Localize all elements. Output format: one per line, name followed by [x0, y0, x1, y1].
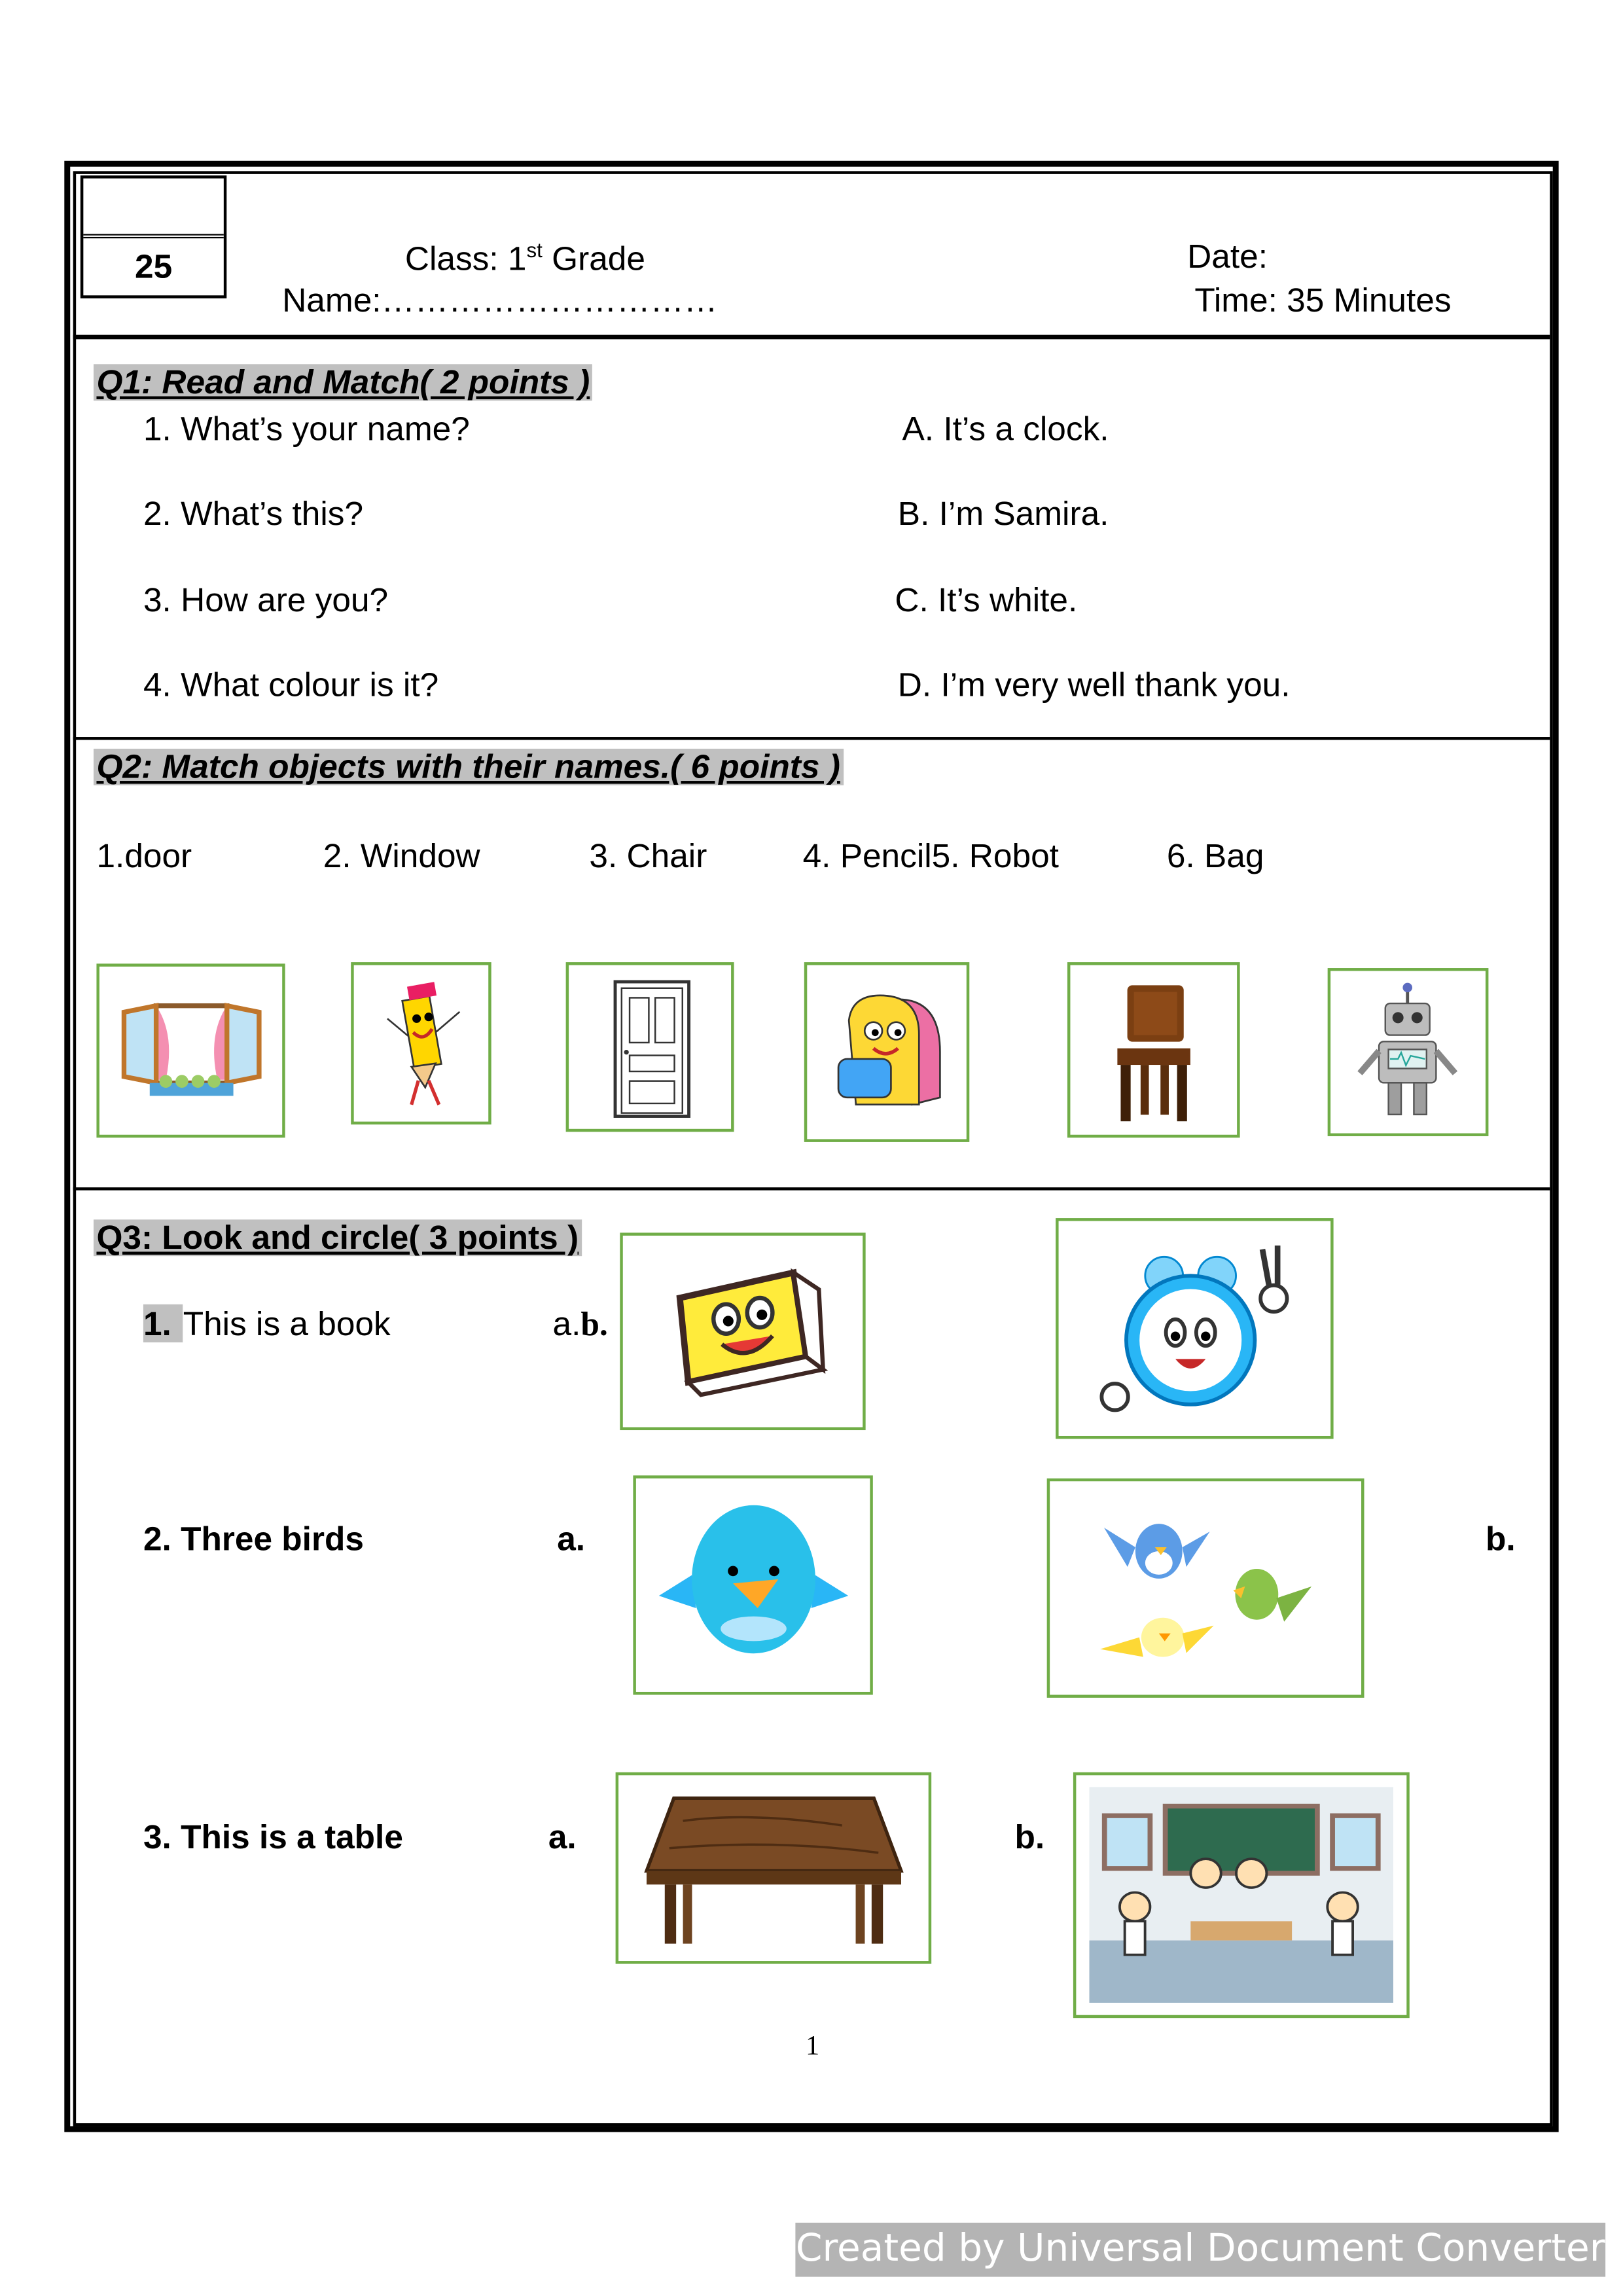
class-sup: st	[526, 238, 543, 262]
q1-question: 4. What colour is it?	[143, 665, 439, 704]
class-suffix: Grade	[542, 239, 645, 278]
bag-picture	[804, 962, 969, 1142]
q2-heading: Q2: Match objects with their names.( 6 points )	[94, 749, 843, 786]
divider	[73, 1187, 1550, 1190]
q2-name: 4. Pencil5. Robot	[802, 836, 1059, 875]
score-box	[80, 175, 226, 298]
door-picture	[566, 962, 734, 1132]
three-birds-picture[interactable]	[1047, 1479, 1364, 1698]
pencil-icon	[362, 975, 480, 1112]
pencil-picture	[351, 962, 491, 1124]
q3-item-1-text: This is a book	[183, 1304, 391, 1342]
classroom-picture[interactable]	[1073, 1772, 1410, 2018]
divider	[73, 737, 1550, 740]
q1-answer: D. I’m very well thank you.	[897, 665, 1291, 704]
class-label	[405, 240, 645, 276]
q2-name: 6. Bag	[1166, 836, 1264, 875]
clock-icon	[1075, 1234, 1314, 1423]
q1-question: 2. What’s this?	[143, 494, 364, 533]
book-icon	[637, 1247, 848, 1416]
book-picture[interactable]	[620, 1232, 865, 1430]
time-label: Time: 35 Minutes	[1194, 280, 1452, 319]
q3-heading: Q3: Look and circle( 3 points )	[94, 1219, 582, 1257]
birds-icon	[1069, 1494, 1343, 1682]
table-picture[interactable]	[616, 1772, 932, 1964]
q1-answer: B. I’m Samira.	[897, 494, 1109, 533]
option-b[interactable]: b.	[1485, 1519, 1516, 1558]
q1-heading: Q1: Read and Match( 2 points )	[94, 364, 593, 401]
clock-picture[interactable]	[1056, 1218, 1333, 1439]
q1-answer: A. It’s a clock.	[902, 409, 1109, 448]
robot-icon	[1340, 980, 1476, 1123]
q1-answer: C. It’s white.	[895, 580, 1078, 619]
one-bird-picture[interactable]	[633, 1475, 872, 1695]
divider	[73, 335, 1550, 340]
q2-name: 2. Window	[323, 836, 480, 875]
bag-icon	[817, 976, 957, 1129]
q3-item-1-options	[552, 1304, 608, 1342]
chair-icon	[1080, 975, 1227, 1124]
class-text: Class: 1	[404, 239, 527, 278]
option-b[interactable]: b.	[580, 1306, 608, 1342]
door-icon	[579, 975, 721, 1119]
q2-name: 3. Chair	[589, 836, 707, 875]
option-a[interactable]: a.	[552, 1304, 581, 1342]
robot-picture	[1328, 968, 1489, 1136]
bird-icon	[650, 1491, 856, 1679]
page-number: 1	[806, 2031, 820, 2062]
q3-item-1-number: 1.	[143, 1304, 183, 1342]
table-icon	[637, 1786, 910, 1950]
q2-name: 1.door	[96, 836, 192, 875]
score-value: 25	[135, 247, 173, 285]
q3-item-1	[143, 1304, 391, 1342]
window-icon	[111, 977, 272, 1124]
option-a[interactable]: a.	[557, 1519, 586, 1558]
window-picture	[96, 963, 285, 1138]
watermark: Created by Universal Document Converter	[795, 2223, 1605, 2277]
date-field[interactable]: Date:	[1187, 236, 1268, 276]
q1-question: 3. How are you?	[143, 580, 389, 619]
option-b[interactable]: b.	[1014, 1818, 1045, 1856]
q1-question: 1. What’s your name?	[143, 409, 470, 448]
name-field[interactable]: Name:…………………………	[282, 280, 718, 319]
q3-item-3-text: 3. This is a table	[143, 1818, 403, 1856]
classroom-icon	[1090, 1787, 1394, 2003]
q3-item-2-text: 2. Three birds	[143, 1519, 364, 1558]
option-a[interactable]: a.	[548, 1818, 577, 1856]
chair-picture	[1067, 962, 1240, 1138]
